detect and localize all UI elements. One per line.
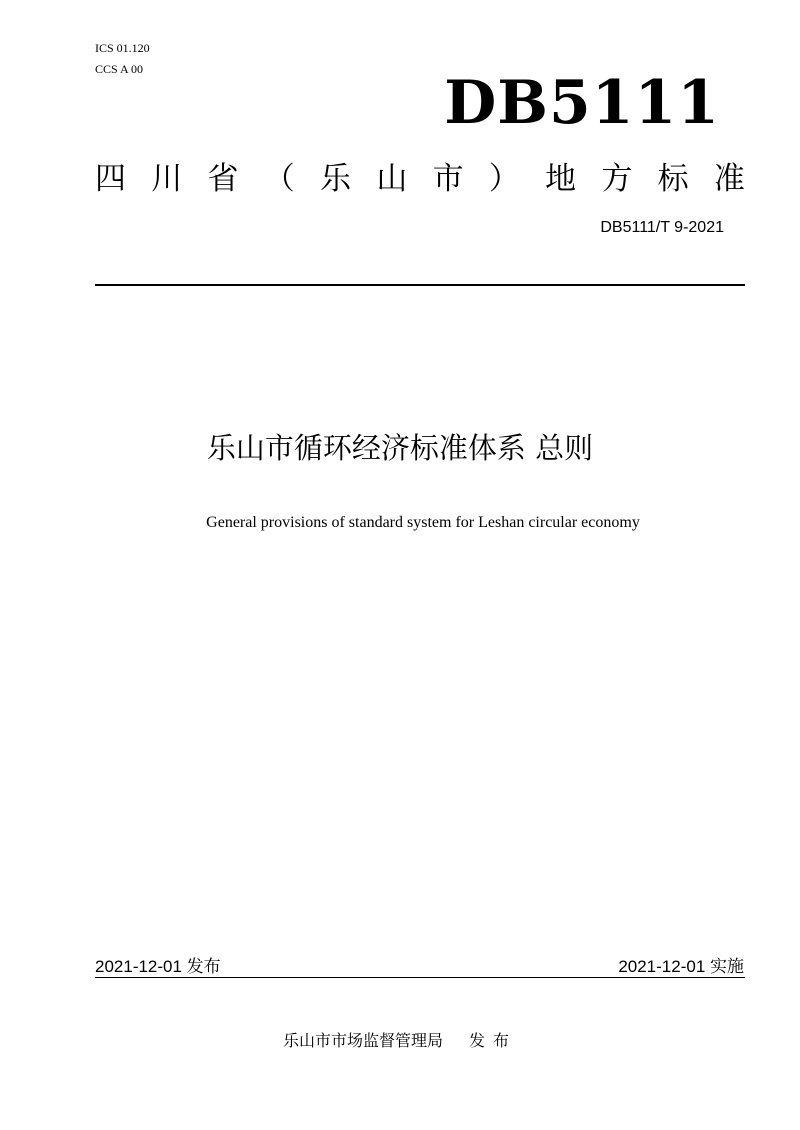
standard-category-title [95,160,745,198]
title-char: 准 [713,161,745,197]
document-title: 乐山市循环经济标准体系 总则 [206,431,594,465]
title-char: 地 [545,161,577,197]
issuer-name: 乐山市市场监督管理局 [282,1031,443,1050]
title-char: 四 [95,161,126,197]
publish-date: 2021-12-01 发布 [95,957,221,976]
standard-number: DB5111/T 9-2021 [600,219,724,236]
title-char: ） [488,161,520,197]
title-char: 标 [657,161,689,197]
title-char: 乐 [320,161,352,197]
issuer-action: 发布 [469,1031,518,1050]
issuer-line [0,1030,800,1052]
title-char: 市 [432,161,464,197]
implement-date: 2021-12-01 实施 [618,957,744,976]
title-char: （ [263,161,295,197]
title-char: 山 [376,161,408,197]
document-subtitle-english: General provisions of standard system for Leshan circular economy [206,514,640,531]
ccs-code: CCS A 00 [95,62,144,76]
title-char: 川 [151,161,183,197]
header-divider [95,284,745,286]
db-standard-logo: DB5111 [444,68,720,138]
footer-divider [95,977,745,978]
ics-code: ICS 01.120 [95,41,150,55]
title-char: 省 [207,161,239,197]
title-char: 方 [601,161,633,197]
